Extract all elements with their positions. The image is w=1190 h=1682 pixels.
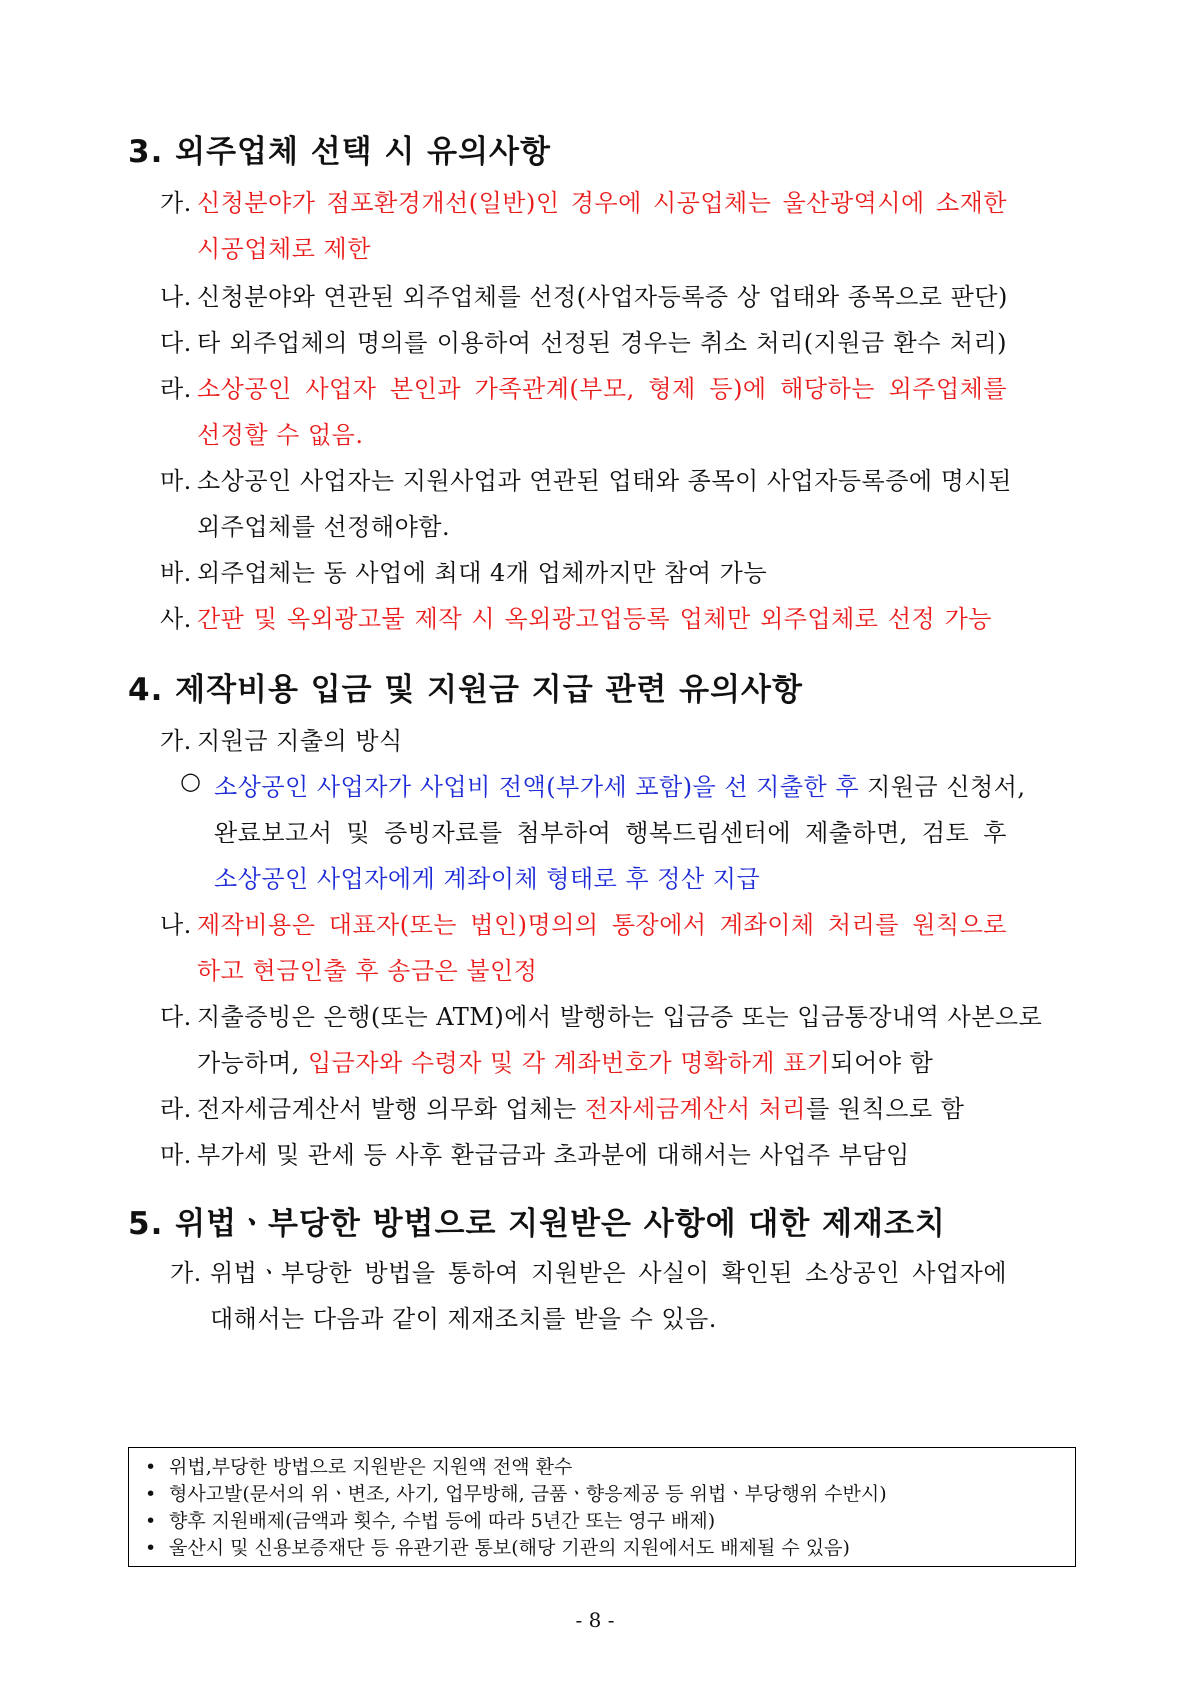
item-marker: 마. [160,1141,192,1169]
item-marker: 라. [160,1095,192,1123]
item-text: 위법ㆍ부당한 방법을 통하여 지원받은 사실이 확인된 소상공인 사업자에 [210,1259,1007,1287]
plain-text: 전자세금계산서 발행 의무화 업체는 [197,1095,585,1123]
page-number: - 8 - [575,1608,615,1632]
item-text: 소상공인 사업자 본인과 가족관계(부모, 형제 등)에 해당하는 외주업체를 [197,375,1007,403]
item-marker: 라. [160,375,192,403]
bullet-dot: • [145,1537,157,1559]
item-marker: 가. [160,189,192,217]
highlight-text: 소상공인 사업자가 사업비 전액(부가세 포함)을 선 지출한 후 [214,773,860,801]
sanction-item [145,1481,1059,1508]
section-4-heading: 4. 제작비용 입금 및 지원금 지급 관련 유의사항 [128,672,803,708]
bullet-dot: • [145,1456,157,1478]
plain-text: 가능하며, [197,1049,308,1077]
highlight-text: 입금자와 수령자 및 각 계좌번호가 명확하게 표기 [308,1049,831,1077]
bullet-dot: • [145,1510,157,1532]
item-marker: 나. [160,283,192,311]
bullet-circle: ○ [180,767,202,795]
item-text [214,767,1026,802]
section-5-heading: 5. 위법ㆍ부당한 방법으로 지원받은 사항에 대한 제재조치 [128,1206,946,1242]
item-text: 대해서는 다음과 같이 제재조치를 받을 수 있음. [210,1305,717,1333]
plain-text: 를 원칙으로 함 [806,1095,965,1123]
sanction-item [145,1454,1059,1481]
item-text: 시공업체로 제한 [197,235,371,263]
sanctions-box [128,1447,1076,1567]
bullet-dot: • [145,1483,157,1505]
item-text: 지출증빙은 은행(또는 ATM)에서 발행하는 입금증 또는 입금통장내역 사본으로 [197,1003,1043,1031]
sanction-text: 울산시 및 신용보증재단 등 유관기관 통보(해당 기관의 지원에서도 배제될 수 있음) [169,1537,850,1559]
plain-text: 지원금 신청서, [859,773,1026,801]
sanction-item [145,1508,1059,1535]
item-marker: 바. [160,559,192,587]
item-text: 신청분야와 연관된 외주업체를 선정(사업자등록증 상 업태와 종목으로 판단) [197,283,1008,311]
plain-text: 되어야 함 [830,1049,934,1077]
item-text [197,1043,933,1078]
item-marker: 사. [160,605,192,633]
item-marker: 다. [160,1003,192,1031]
item-text: 완료보고서 및 증빙자료를 첨부하여 행복드림센터에 제출하면, 검토 후 [214,819,1007,847]
item-text: 부가세 및 관세 등 사후 환급금과 초과분에 대해서는 사업주 부담임 [197,1141,910,1169]
sanction-item [145,1535,1059,1562]
item-marker: 가. [160,727,192,755]
item-text: 제작비용은 대표자(또는 법인)명의의 통장에서 계좌이체 처리를 원칙으로 [197,911,1007,939]
item-marker: 나. [160,911,192,939]
item-text: 지원금 지출의 방식 [197,727,403,755]
section-3-heading: 3. 외주업체 선택 시 유의사항 [128,134,551,170]
item-text: 외주업체를 선정해야함. [197,513,451,541]
item-text [197,1089,964,1124]
highlight-text: 전자세금계산서 처리 [584,1095,807,1123]
item-text: 신청분야가 점포환경개선(일반)인 경우에 시공업체는 울산광역시에 소재한 [197,189,1007,217]
sanction-text: 향후 지원배제(금액과 횟수, 수법 등에 따라 5년간 또는 영구 배제) [169,1510,716,1532]
highlight-text: 소상공인 사업자에게 계좌이체 형태로 후 정산 지급 [214,865,761,893]
item-text: 소상공인 사업자는 지원사업과 연관된 업태와 종목이 사업자등록증에 명시된 [197,467,1012,495]
item-text: 간판 및 옥외광고물 제작 시 옥외광고업등록 업체만 외주업체로 선정 가능 [197,605,992,633]
item-marker: 마. [160,467,192,495]
item-text: 타 외주업체의 명의를 이용하여 선정된 경우는 취소 처리(지원금 환수 처리) [197,329,1007,357]
item-marker: 다. [160,329,192,357]
item-text: 하고 현금인출 후 송금은 불인정 [197,957,538,985]
item-marker: 가. [170,1259,202,1287]
item-text: 선정할 수 없음. [197,421,364,449]
sanction-text: 형사고발(문서의 위ㆍ변조, 사기, 업무방해, 금품ㆍ향응제공 등 위법ㆍ부당행위 수반시) [169,1483,887,1505]
sanction-text: 위법,부당한 방법으로 지원받은 지원액 전액 환수 [169,1456,573,1478]
item-text: 외주업체는 동 사업에 최대 4개 업체까지만 참여 가능 [197,559,768,587]
